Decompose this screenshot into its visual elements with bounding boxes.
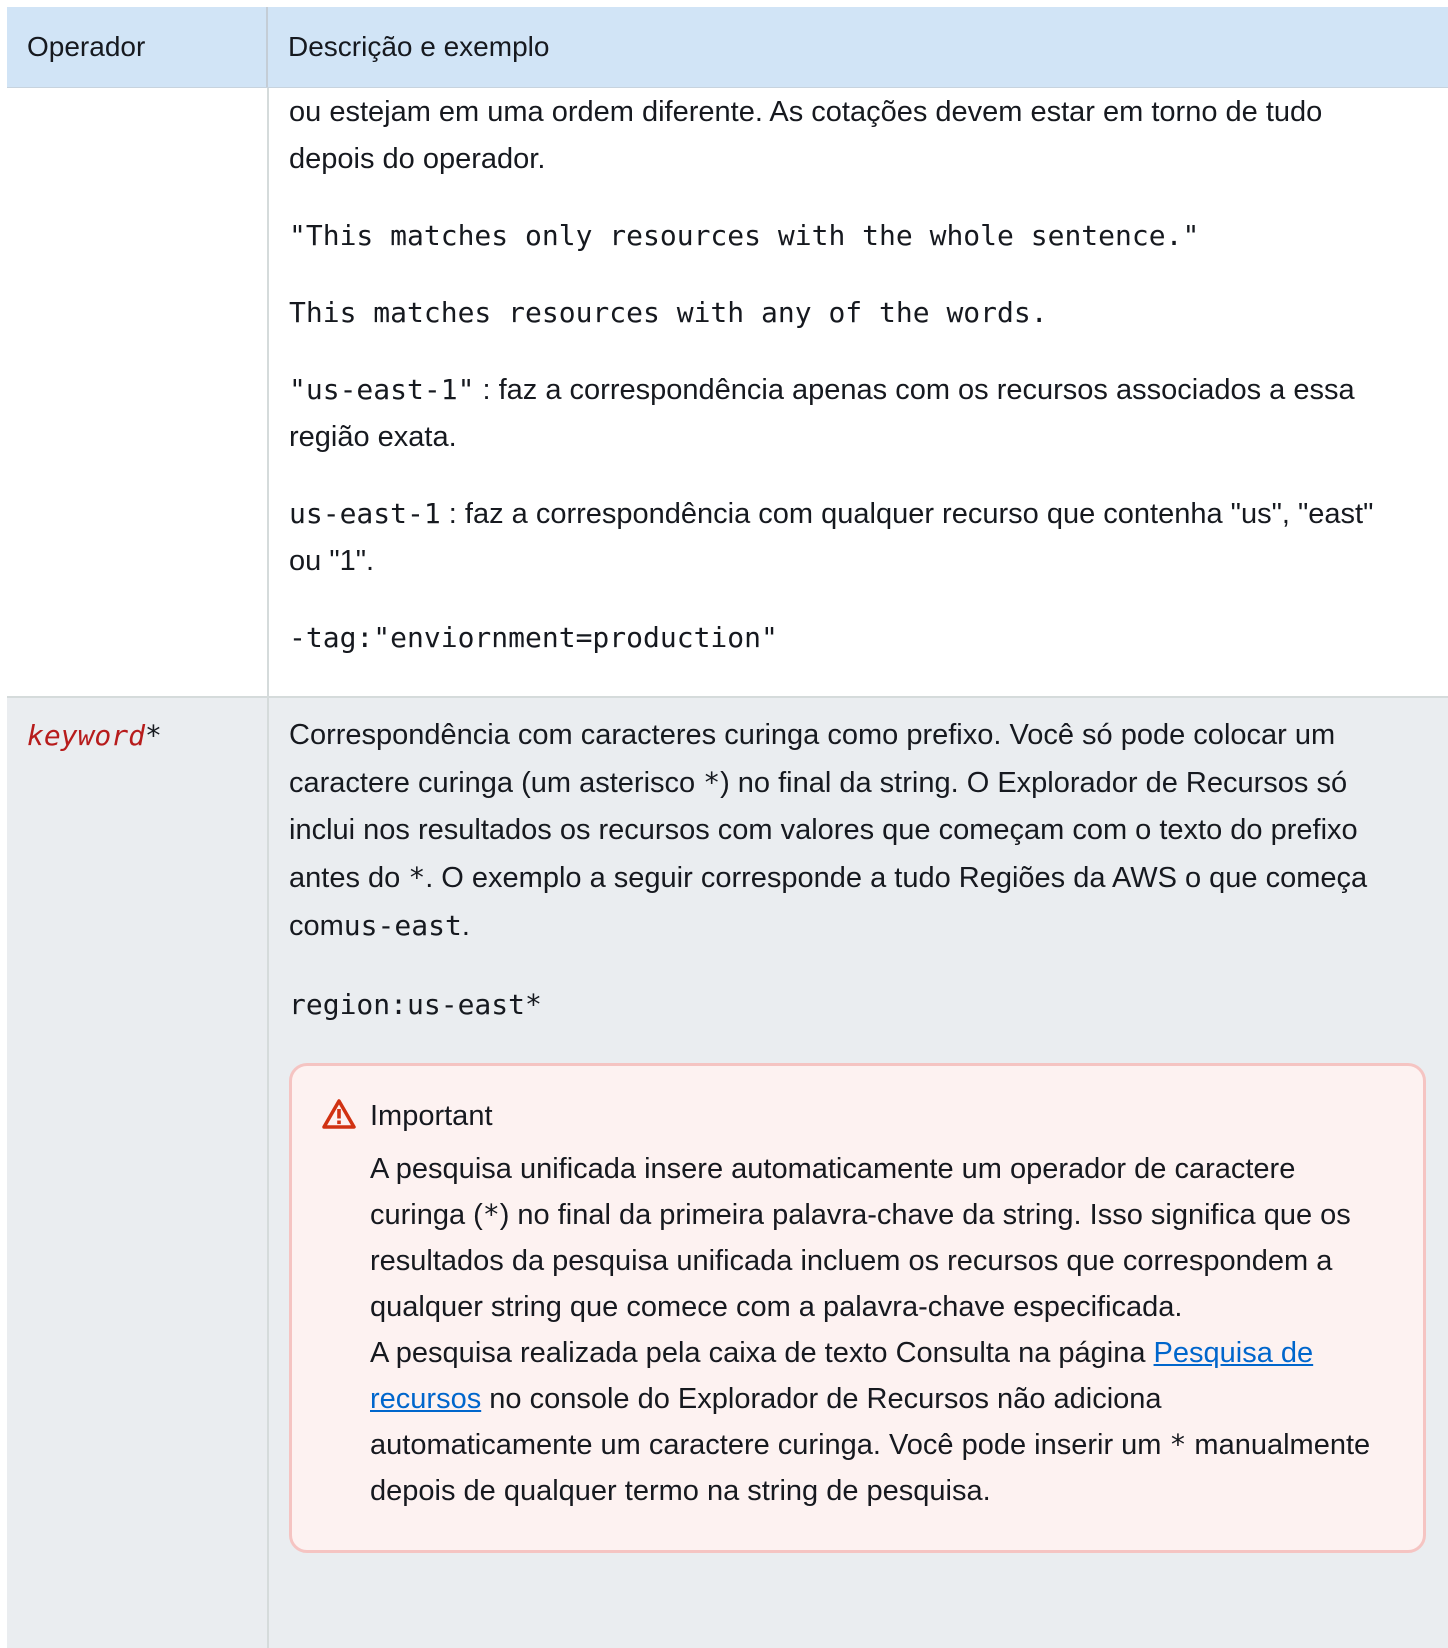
code-asterisk: * [703,766,721,799]
table-row [7,88,1448,698]
header-operator: Operador [7,7,268,87]
code-asterisk: * [408,861,426,894]
table-header [7,7,1448,88]
alert-paragraph-2 [370,1330,1383,1514]
example-region-wildcard: region:us-east* [289,988,542,1021]
resource-search-link[interactable]: Pesquisa de recursos [370,1337,1314,1415]
operator-keyword: keyword [27,719,146,752]
code-us-east-1: us-east-1 [289,497,441,530]
code-asterisk: * [482,1198,500,1231]
code-us-east-1-quoted: "us-east-1" [289,373,475,406]
example-negated-tag: -tag:"enviornment=production" [289,621,778,654]
warning-icon [322,1099,356,1134]
important-alert [289,1063,1426,1553]
header-description: Descrição e exemplo [288,31,550,62]
alert-text: A pesquisa realizada pela caixa de texto Consulta na página [370,1337,1154,1369]
desc-text-3: . O exemplo a seguir corresponde a tudo Regiões da AWS o que começa com [289,862,1368,942]
alert-body [370,1146,1383,1514]
alert-title: Important [370,1099,493,1132]
code-us-east: us-east [343,909,462,942]
operator-cell-empty [7,88,269,696]
desc-text-4: . [461,910,470,942]
wildcard-description [289,712,1408,950]
row1-intro: ou estejam em uma ordem diferente. As cotações devem estar em torno de tudo depois do operador. [289,96,1323,175]
description-cell [269,698,1448,1648]
example-whole-sentence: "This matches only resources with the whole sentence." [289,219,1200,252]
desc-text-1: Correspondência com caracteres curinga como prefixo. Você só pode colocar um caractere curinga (um asterisco [289,719,1336,799]
alert-header [322,1096,1383,1136]
alert-text: manualmente depois de qualquer termo na string de pesquisa. [370,1429,1371,1507]
desc-text-2: ) no final da string. O Explorador de Recursos só inclui nos resultados os recursos com valores que começam com o texto do prefixo antes do [289,767,1358,894]
table-row [7,698,1448,1648]
alert-paragraph-1 [370,1146,1383,1330]
example-exact-region-text: : faz a correspondência apenas com os recursos associados a essa região exata. [289,374,1355,453]
example-any-region-part-text: : faz a correspondência com qualquer recurso que contenha "us", "east" ou "1". [289,498,1374,577]
example-any-region-part [289,490,1408,585]
description-cell [269,88,1448,696]
alert-text: no console do Explorador de Recursos não adiciona automaticamente um caractere curinga. Você pode inserir um [370,1383,1170,1461]
example-exact-region [289,366,1408,461]
code-asterisk: * [1169,1428,1187,1461]
alert-text: A pesquisa unificada insere automaticamente um operador de caractere curinga ( [370,1153,1296,1231]
alert-text: ) no final da primeira palavra-chave da string. Isso significa que os resultados da pesquisa unificada incluem os recursos que correspondem a qualquer string que comece com a palavra-chave especificada. [370,1199,1351,1323]
operators-table [7,7,1448,1648]
operator-star: * [145,719,162,752]
operator-cell [7,698,269,1648]
example-any-words: This matches resources with any of the words. [289,296,1048,329]
